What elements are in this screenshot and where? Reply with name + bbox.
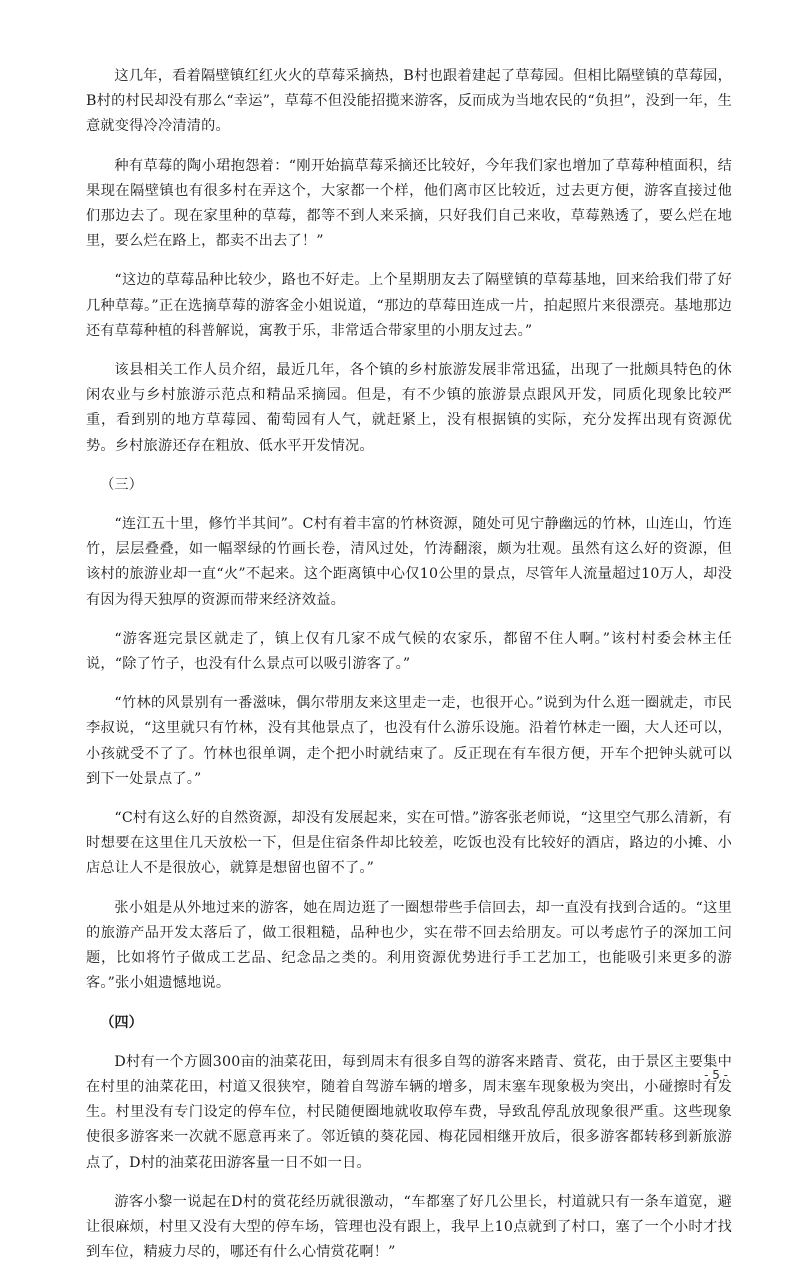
section-heading-4: （四） bbox=[100, 1014, 143, 1031]
paragraph-miss-zhang: 张小姐是从外地过来的游客，她在周边逛了一圈想带些手信回去，却一直没有找到合适的。“这里的旅游产品开发太落后了，做工很粗糙，品种也少，实在带不回去给朋友。可以考虑竹子的深加工问题，比如将竹子做成工艺品、纪念品之类的。利用资源优势进行手工艺加工，也能吸引来更多的游客。”张小姐遗憾地说。 bbox=[86, 899, 732, 992]
paragraph-county-staff: 该县相关工作人员介绍，最近几年，各个镇的乡村旅游发展非常迅猛，出现了一批颇具特色的休闲农业与乡村旅游示范点和精品采摘园。但是，有不少镇的旅游景点跟风开发，同质化现象比较严重，看到别的地方草莓园、葡萄园有人气，就赶紧上，没有根据镇的实际，充分发挥出现有资源优势。乡村旅游还存在粗放、低水平开发情况。 bbox=[86, 362, 732, 454]
section-heading-3: （三） bbox=[100, 476, 143, 493]
paragraph-rapeseed-intro: D村有一个方圆300亩的油菜花田，每到周末有很多自驾的游客来踏青、赏花，由于景区主要集中在村里的油菜花田，村道又很狭窄，随着自驾游车辆的增多，周末塞车现象极为突出，小碰擦时有发生。村里没有专门设定的停车位，村民随便圈地就收取停车费，导致乱停乱放现象很严重。这些现象使很多游客来一次就不愿意再来了。邻近镇的葵花园、梅花园相继开放后，很多游客都转移到新旅游点了，D村的油菜花田游客量一日不如一日。 bbox=[86, 1053, 732, 1171]
paragraph-bamboo-intro: “连江五十里，修竹半其间”。C村有着丰富的竹林资源，随处可见宁静幽远的竹林，山连山，竹连竹，层层叠叠，如一幅翠绿的竹画长卷，清风过处，竹涛翻滚，颇为壮观。虽然有这么好的资源，但该村的旅游业却一直“火”不起来。这个距离镇中心仅10公里的景点，尽管年人流量超过10万人，却没有因为得天独厚的资源而带来经济效益。 bbox=[86, 516, 732, 608]
paragraph-tao-complaint: 种有草莓的陶小珺抱怨着：“刚开始搞草莓采摘还比较好，今年我们家也增加了草莓种植面积，结果现在隔壁镇也有很多村在弄这个，大家都一个样，他们离市区比较近，过去更方便，游客直接过他们那边去了。现在家里种的草莓，都等不到人来采摘，只好我们自己来收，草莓熟透了，要么烂在地里，要么烂在路上，都卖不出去了！” bbox=[86, 157, 732, 250]
paragraph-tourist-jin: “这边的草莓品种比较少，路也不好走。上个星期朋友去了隔壁镇的草莓基地，回来给我们带了好几种草莓。”正在选摘草莓的游客金小姐说道，“那边的草莓田连成一片，拍起照片来很漂亮。基地那边还有草莓种植的科普解说，寓教于乐，非常适合带家里的小朋友过去。” bbox=[86, 272, 732, 339]
paragraph-director-lin: “游客逛完景区就走了，镇上仅有几家不成气候的农家乐，都留不住人啊。”该村村委会林主任说，“除了竹子，也没有什么景点可以吸引游客了。” bbox=[86, 630, 732, 673]
page-number: - 5 - bbox=[704, 1068, 728, 1082]
paragraph-strawberry-intro: 这几年，看着隔壁镇红红火火的草莓采摘热，B村也跟着建起了草莓园。但相比隔壁镇的草莓园，B村的村民却没有那么“幸运”，草莓不但没能招揽来游客，反而成为当地农民的“负担”，没到一年，生意就变得冷冷清清的。 bbox=[86, 68, 732, 135]
paragraph-tourist-li: 游客小黎一说起在D村的赏花经历就很激动，“车都塞了好几公里长，村道就只有一条车道宽，避让很麻烦，村里又没有大型的停车场，管理也没有跟上，我早上10点就到了村口，塞了一个小时才找到车位，精疲力尽的，哪还有什么心情赏花啊！” bbox=[86, 1193, 732, 1261]
paragraph-citizen-li: “竹林的风景别有一番滋味，偶尔带朋友来这里走一走，也很开心。”说到为什么逛一圈就走，市民李叔说，“这里就只有竹林，没有其他景点了，也没有什么游乐设施。沿着竹林走一圈，大人还可以，小孩就受不了了。竹林也很单调，走个把小时就结束了。反正现在有车很方便，开车个把钟头就可以到下一处景点了。” bbox=[86, 695, 732, 787]
article-body bbox=[86, 64, 732, 1279]
paragraph-teacher-zhang: “C村有这么好的自然资源，却没有发展起来，实在可惜。”游客张老师说，“这里空气那么清新，有时想要在这里住几天放松一下，但是住宿条件却比较差，吃饭也没有比较好的酒店，路边的小摊、小店总让人不是很放心，就算是想留也留不了。” bbox=[86, 810, 732, 877]
